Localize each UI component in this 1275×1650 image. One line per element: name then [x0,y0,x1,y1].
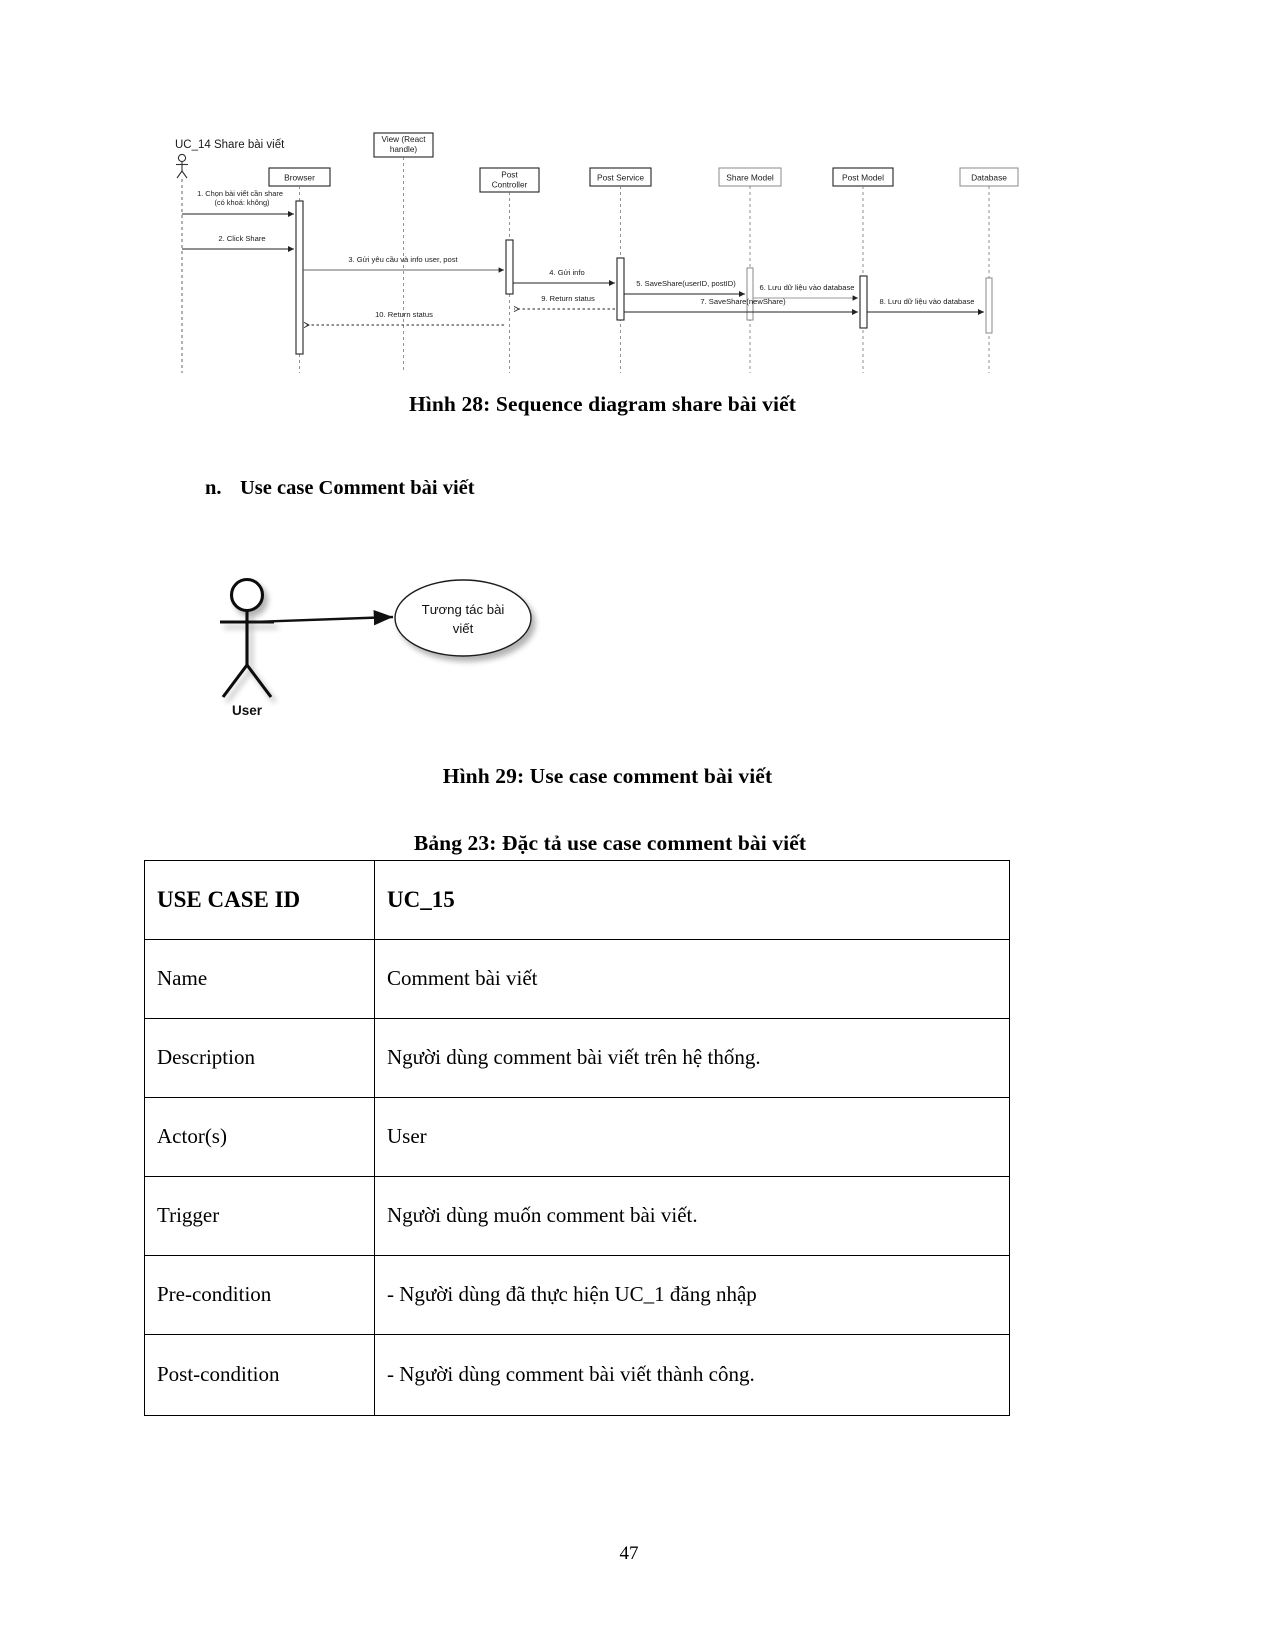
lifeline-label-view-2: handle) [389,145,418,154]
table-row [145,1177,1010,1256]
table-row [145,1256,1010,1335]
row-label: Pre-condition [145,1256,375,1335]
usecase-label-line2: viết [452,621,474,636]
figure-29-caption: Hình 29: Use case comment bài viết [442,764,773,788]
actor-user-figure [220,580,274,698]
message-5 [624,279,745,294]
svg-text:2. Click Share: 2. Click Share [218,234,266,243]
row-label: USE CASE ID [145,861,375,940]
svg-text:1. Chọn bài viết cần share: 1. Chọn bài viết cần share [197,189,283,198]
lifeline-label-controller-2: Controller [491,180,528,190]
row-value: UC_15 [375,861,1010,940]
svg-text:6. Lưu dữ liệu vào database: 6. Lưu dữ liệu vào database [759,283,855,292]
row-label: Trigger [145,1177,375,1256]
activation-database [986,278,992,333]
message-6 [753,283,858,298]
svg-text:9. Return status: 9. Return status [541,294,595,303]
actor-label-user: User [231,703,263,718]
activation-post-service [617,258,624,320]
svg-text:7. SaveShare(newShare): 7. SaveShare(newShare) [700,297,786,306]
row-value: Người dùng muốn comment bài viết. [375,1177,1010,1256]
message-8 [867,297,984,312]
lifeline-label-post-model: Post Model [842,172,884,183]
table-row [145,861,1010,940]
lifeline-label-database: Database [971,172,1007,183]
table-23-caption: Bảng 23: Đặc tả use case comment bài viết [413,831,807,855]
svg-text:4. Gửi info: 4. Gửi info [549,268,585,277]
activation-post-controller [506,240,513,294]
message-2 [182,234,294,249]
row-label: Actor(s) [145,1098,375,1177]
row-label: Post-condition [145,1335,375,1416]
table-row [145,1335,1010,1416]
activation-post-model [860,276,867,328]
usecase-ellipse [395,580,531,656]
section-heading-n [205,477,475,500]
table-row [145,1019,1010,1098]
row-value: - Người dùng comment bài viết thành công. [375,1335,1010,1416]
svg-text:8. Lưu dữ liệu vào database: 8. Lưu dữ liệu vào database [879,297,975,306]
lifeline-label-controller-1: Post [501,170,518,180]
section-title: Use case Comment bài viết [240,477,475,499]
use-case-diagram-comment [215,555,575,730]
use-case-specification-table [144,860,1010,1416]
row-value: Comment bài viết [375,940,1010,1019]
lifeline-label-post-service: Post Service [596,172,645,183]
message-4 [513,268,615,283]
lifeline-label-share-model: Share Model [726,172,774,183]
section-letter: n. [205,477,222,499]
message-10 [304,310,504,325]
svg-text:10. Return status: 10. Return status [375,310,433,319]
message-7 [624,297,858,312]
svg-text:3. Gửi yêu cầu và info user, p: 3. Gửi yêu cầu và info user, post [348,255,458,264]
lifeline-label-view-1: View (React [381,135,426,144]
row-label: Name [145,940,375,1019]
row-label: Description [145,1019,375,1098]
row-value: User [375,1098,1010,1177]
page-number: 47 [619,1543,639,1564]
lifeline-label-browser: Browser [284,172,315,183]
activation-browser [296,201,303,354]
message-1 [182,189,294,214]
svg-text:5. SaveShare(userID, postID): 5. SaveShare(userID, postID) [636,279,736,288]
sequence-diagram-title: UC_14 Share bài viết [175,139,285,151]
figure-28-caption: Hình 28: Sequence diagram share bài viết [408,392,797,416]
table-row [145,940,1010,1019]
sequence-diagram-share [170,128,1040,380]
message-9 [514,294,615,309]
lifeline-actor [176,154,188,178]
svg-text:(có khoá: không): (có khoá: không) [214,198,270,207]
table-row [145,1098,1010,1177]
association-line [251,617,393,622]
usecase-label-line1: Tương tác bài [421,602,505,617]
row-value: Người dùng comment bài viết trên hệ thống. [375,1019,1010,1098]
row-value: - Người dùng đã thực hiện UC_1 đăng nhập [375,1256,1010,1335]
